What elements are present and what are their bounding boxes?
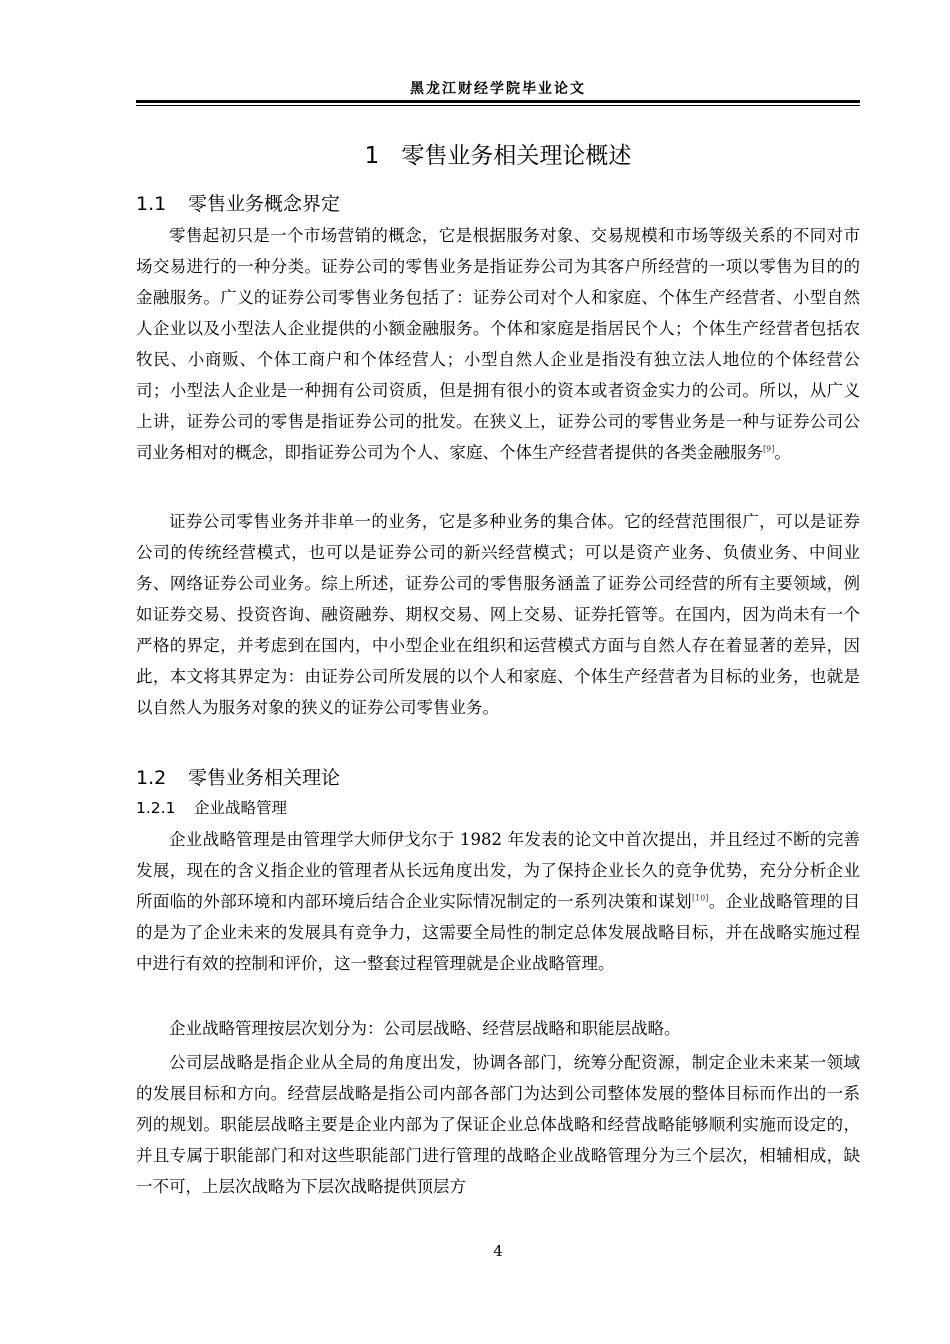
section-title: 零售业务概念界定 (188, 193, 341, 215)
citation: [9] (763, 444, 775, 454)
section-heading (136, 763, 340, 790)
paragraph: 证券公司零售业务并非单一的业务，它是多种业务的集合体。它的经营范围很广，可以是证券公司的传统经营模式，也可以是证券公司的新兴经营模式；可以是资产业务、负债业务、中间业务、网络证券公司业务。综上所述，证券公司的零售服务涵盖了证券公司经营的所有主要领域，例如证券交易、投资咨询、融资融券、期权交易、网上交易、证券托管等。在国内，因为尚未有一个严格的界定，并考虑到在国内，中小型企业在组织和运营模式方面与自然人存在着显著的差异，因此，本文将其界定为：由证券公司所发展的以个人和家庭、个体生产经营者为目标的业务，也就是以自然人为服务对象的狭义的证券公司零售业务。 (136, 512, 860, 717)
section-number: 1.1 (136, 193, 167, 215)
section-heading (136, 189, 340, 216)
page-number: 4 (493, 1242, 503, 1260)
paragraph: 公司层战略是指企业从全局的角度出发，协调各部门，统筹分配资源，制定企业未来某一领域的发展目标和方向。经营层战略是指公司内部各部门为达到公司整体发展的整体目标而作出的一系列的规划。职能层战略主要是企业内部为了保证企业总体战略和经营战略能够顺利实施而设定的，并且专属于职能部门和对这些职能部门进行管理的战略企业战略管理分为三个层次，相辅相成，缺一不可，上层次战略为下层次战略提供顶层方 (136, 1053, 860, 1196)
header-rule-thick (136, 100, 860, 103)
paragraph: 企业战略管理按层次划分为：公司层战略、经营层战略和职能层战略。 (169, 1019, 681, 1038)
citation: [10] (691, 893, 709, 903)
subsection-number: 1.2.1 (136, 799, 176, 817)
chapter-heading (136, 137, 860, 170)
section-title: 零售业务相关理论 (188, 767, 341, 789)
subsection-heading (136, 796, 287, 818)
paragraph: 零售起初只是一个市场营销的概念，它是根据服务对象、交易规模和市场等级关系的不同对市场交易进行的一种分类。证券公司的零售业务是指证券公司为其客户所经营的一项以零售为目的的金融服务。广义的证券公司零售业务包括了：证券公司对个人和家庭、个体生产经营者、小型自然人企业以及小型法人企业提供的小额金融服务。个体和家庭是指居民个人；个体生产经营者包括农牧民、小商贩、个体工商户和个体经营人；小型自然人企业是指没有独立法人地位的个体经营公司；小型法人企业是一种拥有公司资质，但是拥有很小的资本或者资金实力的公司。所以，从广义上讲，证券公司的零售是指证券公司的批发。在狭义上，证券公司的零售业务是一种与证券公司公司业务相对的概念，即指证券公司为个人、家庭、个体生产经营者提供的各类金融服务[9]。 (136, 226, 860, 462)
chapter-title: 零售业务相关理论概述 (401, 143, 632, 169)
header-rule-thin (136, 105, 860, 106)
paragraph: 企业战略管理是由管理学大师伊戈尔于 1982 年发表的论文中首次提出，并且经过不断的完善发展，现在的含义指企业的管理者从长远角度出发，为了保持企业长久的竞争优势，充分分析企业所面临的外部环境和内部环境后结合企业实际情况制定的一系列决策和谋划[10]。企业战略管理的目的是为了企业未来的发展具有竞争力，这需要全局性的制定总体发展战略目标，并在战略实施过程中进行有效的控制和评价，这一整套过程管理就是企业战略管理。 (136, 830, 861, 973)
subsection-title: 企业战略管理 (194, 799, 288, 817)
running-header: 黑龙江财经学院毕业论文 (410, 81, 586, 97)
section-number: 1.2 (136, 767, 167, 789)
chapter-number: 1 (364, 143, 380, 169)
